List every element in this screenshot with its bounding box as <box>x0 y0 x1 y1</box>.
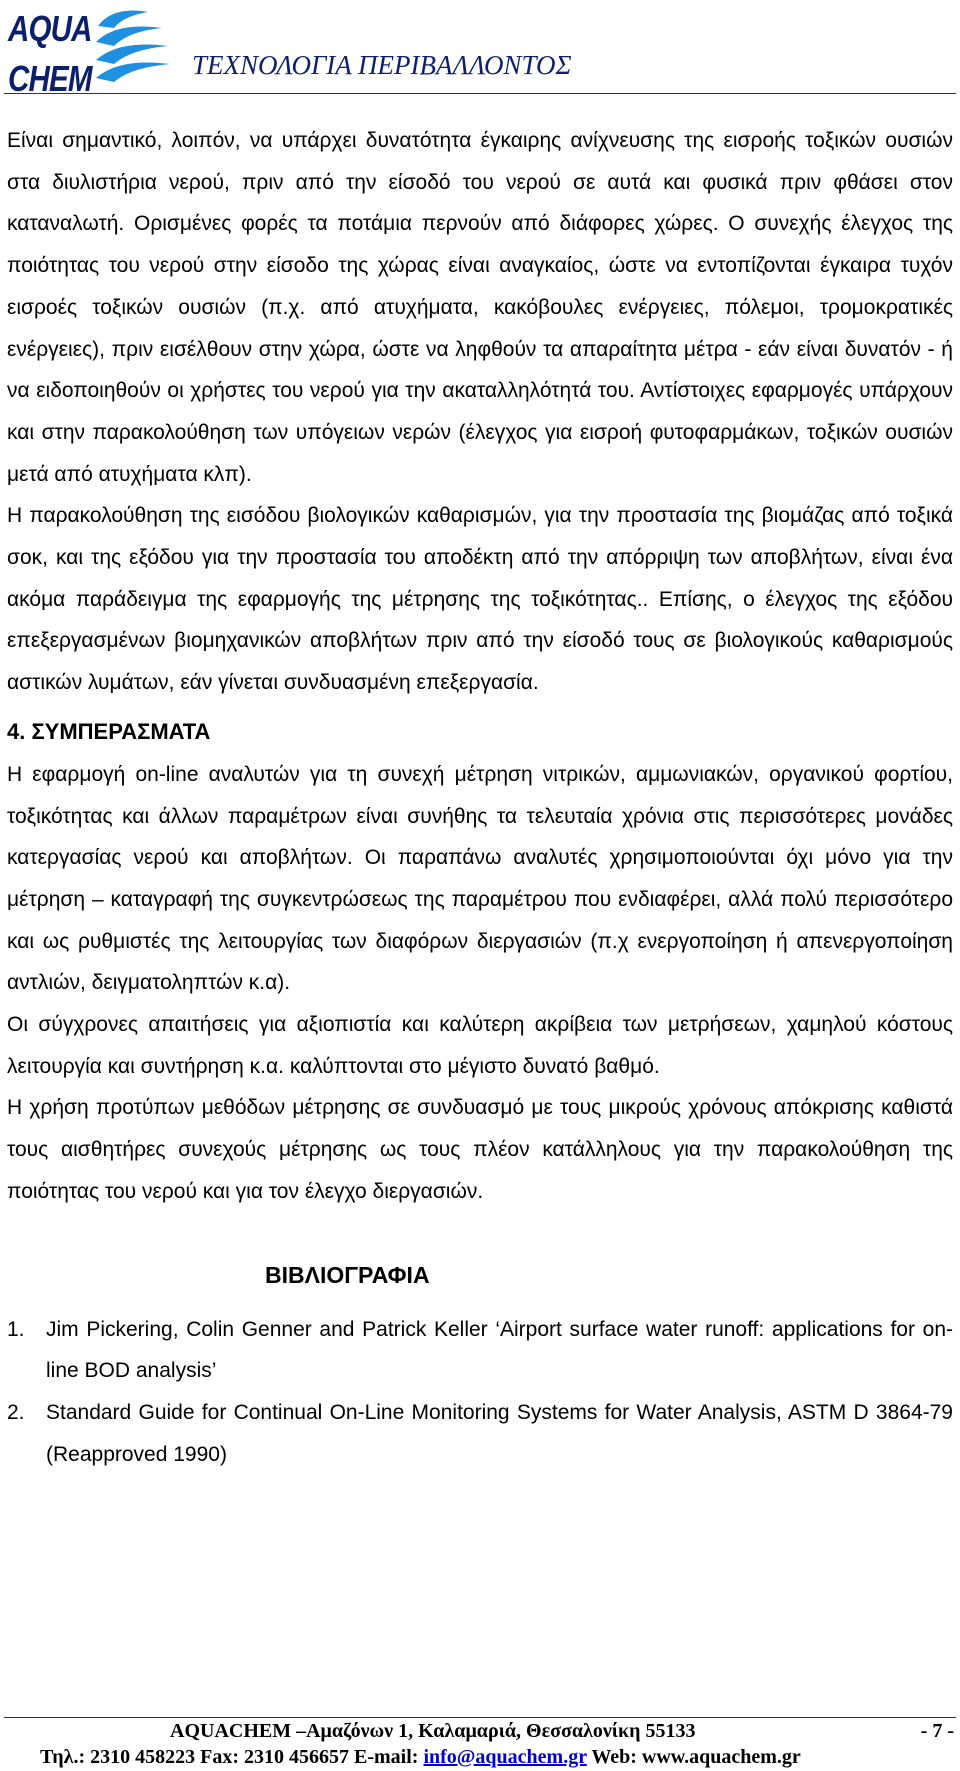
body-paragraph: Οι σύγχρονες απαιτήσεις για αξιοπιστία και καλύτερη ακρίβεια των μετρήσεων, χαμηλού κόστους λειτουργία και συντήρηση κ.α. καλύπτονται στο μέγιστο δυνατό βαθμό. <box>7 1013 953 1078</box>
body-paragraph: Η χρήση προτύπων μεθόδων μέτρησης σε συνδυασμό με τους μικρούς χρόνους απόκρισης καθιστά τους αισθητήρες συνεχούς μέτρησης ως τους πλέον κατάλληλους για την παρακολούθηση της ποιότητας του νερού και για τον έλεγχο διεργασιών. <box>7 1096 953 1203</box>
aquachem-logo <box>4 6 174 99</box>
footer-email-link[interactable]: info@aquachem.gr <box>423 1746 587 1768</box>
body-paragraph: Η εφαρμογή on-line αναλυτών για τη συνεχή μέτρηση νιτρικών, αμμωνιακών, οργανικού φορτίου, τοξικότητας και άλλων παραμέτρων είναι συνήθης τα τελευταία χρόνια στις περισσότερες μονάδες κατεργασίας νερού και αποβλήτων. Οι παραπάνω αναλυτές χρησιμοποιούνται όχι μόνο για την μέτρηση – καταγραφή της συγκεντρώσεως της παραμέτρου που ενδιαφέρει, αλλά πολύ περισσότερο και ως ρυθμιστές της λειτουργίας των διαφόρων διεργασιών (π.χ ενεργοποίηση ή απενεργοποίηση αντλιών, δειγματοληπτών κ.α). <box>7 762 953 995</box>
logo-text-aqua: AQUA <box>8 8 92 49</box>
reference-text: Jim Pickering, Colin Genner and Patrick Keller ‘Airport surface water runoff: applications for on-line BOD analysis’ <box>46 1317 953 1383</box>
footer-phone-fax: Τηλ.: 2310 458223 Fax: 2310 456657 E-mail: <box>40 1746 424 1768</box>
footer-divider <box>4 1717 956 1718</box>
logo-waves-icon <box>92 6 172 98</box>
references-list <box>7 1309 953 1476</box>
logo-text-chem: CHEM <box>8 58 92 99</box>
body-paragraph: Η παρακολούθηση της εισόδου βιολογικών καθαρισμών, για την προστασία της βιομάζας από τοξικά σοκ, και της εξόδου για την προστασία του αποδέκτη από την απόρριψη των αποβλήτων, είναι ένα ακόμα παράδειγμα της εφαρμογής της μέτρησης της τοξικότητας.. Επίσης, ο έλεγχος της εξόδου επεξεργασμένων βιομηχανικών αποβλήτων πριν από την είσοδό τους σε βιολογικούς καθαρισμούς αστικών λυμάτων, εάν γίνεται συνδυασμένη επεξεργασία. <box>7 504 953 695</box>
reference-item <box>7 1309 953 1392</box>
reference-text: Standard Guide for Continual On-Line Monitoring Systems for Water Analysis, ASTM D 3864-79 (Reapproved 1990) <box>46 1400 953 1466</box>
reference-number: 2. <box>7 1400 25 1424</box>
page-header <box>0 0 960 100</box>
footer-address: AQUACHEM –Αμαζόνων 1, Καλαμαριά, Θεσσαλονίκη 55133 <box>170 1720 696 1742</box>
header-tagline: ΤΕΧΝΟΛΟΓΙΑ ΠΕΡΙΒΑΛΛΟΝΤΟΣ <box>192 50 572 80</box>
footer-contact-line <box>40 1746 801 1769</box>
references-heading: ΒΙΒΛΙΟΓΡΑΦΙΑ <box>265 1261 430 1288</box>
page-number: - 7 - <box>920 1720 954 1742</box>
footer-web: Web: www.aquachem.gr <box>586 1746 801 1768</box>
section-heading-conclusions: 4. ΣΥΜΠΕΡΑΣΜΑΤΑ <box>7 718 211 744</box>
body-paragraph: Είναι σημαντικό, λοιπόν, να υπάρχει δυνατότητα έγκαιρης ανίχνευσης της εισροής τοξικών ουσιών στα διυλιστήρια νερού, πριν από την είσοδό του νερού σε αυτά και φυσικά πριν φθάσει στον καταναλωτή. Ορισμένες φορές τα ποτάμια περνούν από διάφορες χώρες. Ο συνεχής έλεγχος της ποιότητας του νερού στην είσοδο της χώρας είναι αναγκαίος, ώστε να εντοπίζονται έγκαιρα τυχόν εισροές τοξικών ουσιών (π.χ. από ατυχήματα, κακόβουλες ενέργειες, πόλεμοι, τρομοκρατικές ενέργειες), πριν εισέλθουν στην χώρα, ώστε να ληφθούν τα απαραίτητα μέτρα - εάν είναι δυνατόν - ή να ειδοποιηθούν οι χρήστες του νερού για την ακαταλληλότητά του. Αντίστοιχες εφαρμογές υπάρχουν και στην παρακολούθηση των υπόγειων νερών (έλεγχος για εισροή φυτοφαρμάκων, τοξικών ουσιών μετά από ατυχήματα κλπ). <box>7 129 953 486</box>
reference-item <box>7 1392 953 1475</box>
document-body <box>7 120 953 1475</box>
header-divider <box>4 93 956 94</box>
reference-number: 1. <box>7 1317 25 1341</box>
